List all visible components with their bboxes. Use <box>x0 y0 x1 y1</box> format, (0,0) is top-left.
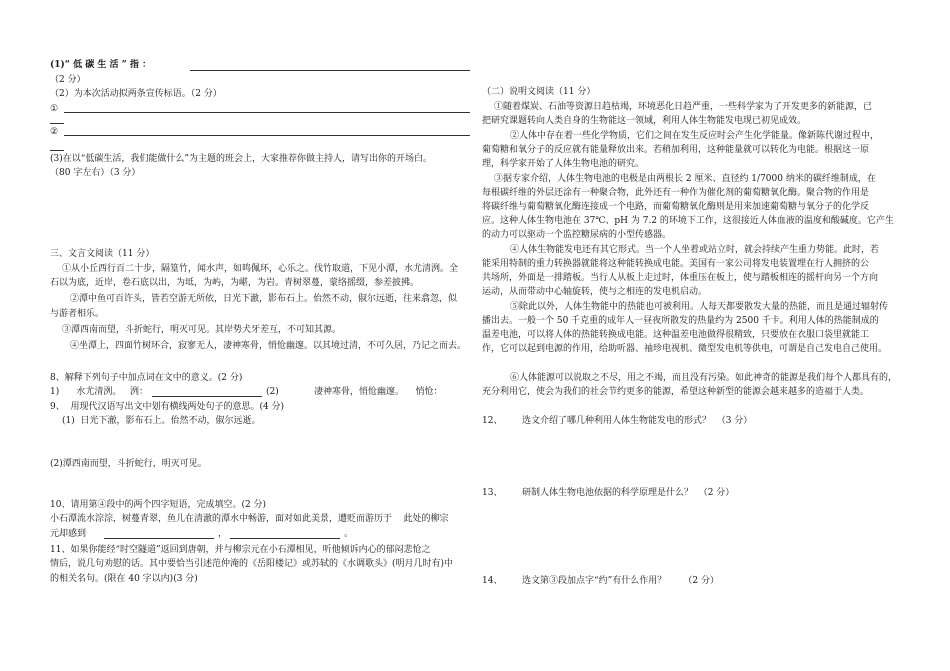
article-para-4-line3: 共场所，外面是一排踏板。当行人从板上走过时，体重压在板上，使与踏板相连的摇杆向另一个方向 <box>482 273 879 283</box>
q11-line3: 的相关名句。(限在 40 字以内)(3 分) <box>50 574 198 584</box>
q14-number: 14、 <box>482 576 503 586</box>
article-para-2-line2: 葡萄糖和氧分子的反应就有能量释放出来。若稍加利用，这种能量就可以转化为电能。根据这一原 <box>482 145 870 155</box>
passage-para-4: ④坐潭上，四面竹树环合，寂寥无人，凄神寒骨，悄怆幽邃。以其境过清，不可久居，乃记之而去。 <box>70 341 467 351</box>
q8-item1-answer-line[interactable] <box>152 396 262 397</box>
article-para-2-line3: 理，科学家开始了人体生物电池的研究。 <box>482 159 645 169</box>
q12-number: 12、 <box>482 416 503 426</box>
q2-answer-line-1[interactable] <box>64 112 470 113</box>
q13-prompt: 研制人体生物电池依据的科学原理是什么？ （2 分） <box>522 488 735 498</box>
q3-prompt: (3)在以“低碳生活，我们能做什么”为主题的班会上，大家推荐你做主持人，请写出你的开场白。 <box>50 154 432 164</box>
article-para-3-line3: 将碳纤维与葡萄糖氧化酶连接成一个电路，而葡萄糖氧化酶则是用来加速葡萄糖与氧分子的化学反 <box>482 202 870 212</box>
section3-title: 三、文言文阅读（11 分） <box>50 249 155 259</box>
article-para-4-line2: 能采用特制的重力转换器就能将这种能转换成电能。美国有一家公司将发电装置埋在行人拥挤的公 <box>482 259 870 269</box>
q10-end: 。 <box>344 529 354 539</box>
q10-text-line2: 元却感到 <box>50 529 87 539</box>
q1-answer-line[interactable] <box>190 70 470 71</box>
q10-blank-2[interactable] <box>230 538 340 539</box>
q2-prompt: （2）为本次活动拟两条宣传标语。（2 分） <box>50 89 222 99</box>
article-para-5-line3: 温差电池，可以将人体的热能转换成电能。这种温差电池做得很精致，只要放在衣服口袋里就能工 <box>482 330 870 340</box>
q8-item1: 1) 水尤清洌。 洌： <box>50 387 148 397</box>
q2-answer-line-2[interactable] <box>64 135 470 136</box>
q10-comma: ， <box>218 529 228 539</box>
article-para-2-line1: ②人体中存在着一些化学物质，它们之间在发生反应时会产生化学能量。像新陈代谢过程中， <box>510 131 880 141</box>
q11-line1: 11、如果你能经“时空隧道”返回到唐朝，并与柳宗元在小石潭相见，听他倾诉内心的郁闷悲怆之 <box>50 545 431 555</box>
article-para-3-line5: 的动力可以驱动一个监控糖尿病的小型传感器。 <box>482 230 672 240</box>
article-para-4-line4: 运动，从而带动中心轴旋转，使与之相连的发电机启动。 <box>482 287 708 297</box>
q14-prompt: 选文第③段加点字“约”有什么作用？ （2 分） <box>522 576 719 586</box>
article-para-5-line1: ⑤除此以外，人体生物能中的热能也可被利用。人每天都要散发大量的热能，而且是通过辐射传 <box>510 302 889 312</box>
q9-prompt: 9、 用现代汉语写出文中划有横线两处句子的意思。(4 分) <box>50 402 285 412</box>
passage-para-3: ③潭西南而望，斗折蛇行，明灭可见。其岸势犬牙差互，不可知其源。 <box>62 325 342 335</box>
passage-para-1-line1: ①从小丘西行百二十步，隔篁竹，闻水声，如鸣佩环，心乐之。伐竹取道，下见小潭，水尤清洌。全 <box>62 264 459 274</box>
q9-item1: (1) 日光下澈，影布石上。佁然不动，俶尔远逝。 <box>62 416 261 426</box>
q8-prompt: 8、解释下列句子中加点词在文中的意义。(2 分) <box>50 373 243 383</box>
section2-title: （二）说明文阅读（11 分） <box>482 87 596 97</box>
q3-note: （80 字左右）（3 分） <box>50 168 141 178</box>
q2-slot2: ② <box>50 127 59 137</box>
article-para-5-line4: 作，它可以起到电源的作用，给助听器、袖珍电视机、微型发电机等供电，可谓是自己发电自己使用。 <box>482 344 888 354</box>
q9-item2: (2)潭西南而望，斗折蛇行，明灭可见。 <box>50 459 207 469</box>
q10-text-line1: 小石潭流水淙淙，树蔓青翠，鱼儿在清澈的潭水中畅游，面对如此美景，遭贬而游历于 此处的柳宗 <box>50 514 449 524</box>
q8-item2-number: (2) <box>266 387 279 397</box>
q1-label: (1)“ 低 碳 生 活 ” 指 ： <box>50 60 152 70</box>
q2-answer-line-2b <box>50 150 64 151</box>
article-para-1-line1: ①随着煤炭、石油等资源日趋枯竭，环境恶化日趋严重，一些科学家为了开发更多的新能源，已 <box>494 102 873 112</box>
article-para-3-line4: 应。这种人体生物电池在 37℃、pH 为 7.2 的环境下工作，这很接近人体血液的温度和酸碱度。它产生 <box>482 216 894 226</box>
q12-prompt: 选文介绍了哪几种利用人体生物能发电的形式？ （3 分） <box>522 416 753 426</box>
article-para-3-line2: 每根碳纤维的外层还涂有一种聚合物，此外还有一种作为催化剂的葡萄糖氧化酶。聚合物的作用是 <box>482 188 870 198</box>
article-para-6-line1: ⑥人体能源可以说取之不尽，用之不竭，而且没有污染。如此神奇的能源是我们每个人都具有的， <box>510 373 898 383</box>
article-para-1-line2: 把研究课题转向人类自身的生物能这一领域，利用人体生物能发电现已初见成效。 <box>482 116 807 126</box>
q2-slot1: ① <box>50 104 59 114</box>
q8-item2: 凄神寒骨，悄怆幽邃。 悄怆： <box>314 387 443 397</box>
passage-para-2-line2: 与游者相乐。 <box>50 309 105 319</box>
q2-answer-line-1b <box>50 123 64 124</box>
q11-line2: 情后，说几句劝慰的话。其中要恰当引述范仲淹的《岳阳楼记》或苏轼的《水调歌头》(明月几时有)中 <box>50 559 454 569</box>
passage-para-2-line1: ②潭中鱼可百许头，皆若空游无所依，日光下澈，影布石上。佁然不动，俶尔远逝，往来翕忽，似 <box>70 294 458 304</box>
article-para-5-line2: 播出去。一般一个 50 千克重的成年人一昼夜所散发的热量约为 2500 千卡。利用人体的热能制成的 <box>482 316 879 326</box>
article-para-4-line1: ④人体生物能发电还有其它形式。当一个人坐着或站立时，就会持续产生重力势能。此时，若 <box>510 245 880 255</box>
q1-score: （2 分） <box>50 75 86 85</box>
article-para-6-line2: 充分利用它，使会为我们的社会节约更多的能源，希望这种新型的能源会越来越多的造福于人类。 <box>482 387 870 397</box>
q10-blank-1[interactable] <box>104 538 214 539</box>
q10-prompt: 10、请用第④段中的两个四字短语，完成填空。(2 分) <box>50 500 267 510</box>
q13-number: 13、 <box>482 488 503 498</box>
article-para-3-line1: ③据专家介绍，人体生物电池的电极是由两根长 2 厘米、直径约 1/7000 纳米的碳纤维制成，在 <box>494 174 876 184</box>
passage-para-1-line2: 石以为底，近岸，卷石底以出，为坻，为屿，为嵁，为岩。青树翠蔓，蒙络摇缀，参差披拂。 <box>50 278 420 288</box>
